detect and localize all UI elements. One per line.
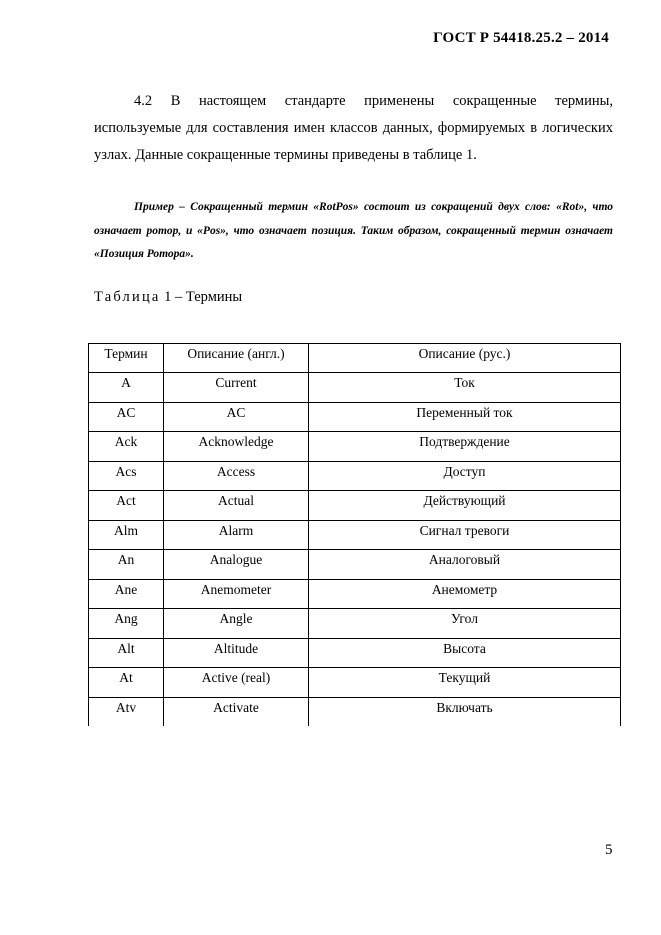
cell-term: Alt <box>89 638 164 668</box>
cell-term: Ack <box>89 432 164 462</box>
table-header-row <box>89 344 621 373</box>
cell-desc-en: Altitude <box>164 638 309 668</box>
table-row <box>89 697 621 726</box>
table-row <box>89 609 621 639</box>
section-paragraph: 4.2 В настоящем стандарте применены сокращенные термины, используемые для составления имен классов данных, формируемых в логических узлах. Данные сокращенные термины приведены в таблице 1. <box>94 93 613 163</box>
table-row <box>89 579 621 609</box>
cell-desc-ru: Подтверждение <box>309 432 621 462</box>
table-row <box>89 432 621 462</box>
table-row <box>89 461 621 491</box>
cell-desc-en: Access <box>164 461 309 491</box>
table-row <box>89 668 621 698</box>
cell-desc-en: Active (real) <box>164 668 309 698</box>
cell-desc-ru: Текущий <box>309 668 621 698</box>
header-desc-en: Описание (англ.) <box>164 344 309 373</box>
table-row <box>89 550 621 580</box>
cell-term: Ane <box>89 579 164 609</box>
table-caption-title: 1 – Термины <box>160 289 243 305</box>
cell-desc-en: Actual <box>164 491 309 521</box>
cell-desc-en: Current <box>164 373 309 403</box>
cell-desc-ru: Сигнал тревоги <box>309 520 621 550</box>
cell-term: At <box>89 668 164 698</box>
table-row <box>89 491 621 521</box>
cell-term: Act <box>89 491 164 521</box>
cell-term: Ang <box>89 609 164 639</box>
cell-desc-en: Acknowledge <box>164 432 309 462</box>
cell-desc-en: AC <box>164 402 309 432</box>
cell-desc-ru: Анемометр <box>309 579 621 609</box>
example-note: Пример – Сокращенный термин «RotPos» состоит из сокращений двух слов: «Rot», что означает ротор, и «Pos», что означает позиция. Таким образом, сокращенный термин означает «Позиция Ротора». <box>94 201 613 260</box>
cell-desc-ru: Ток <box>309 373 621 403</box>
cell-desc-ru: Действующий <box>309 491 621 521</box>
cell-desc-ru: Угол <box>309 609 621 639</box>
cell-term: Alm <box>89 520 164 550</box>
terms-table <box>88 343 621 726</box>
cell-term: Acs <box>89 461 164 491</box>
table-caption-label: Таблица <box>94 289 161 305</box>
cell-term: A <box>89 373 164 403</box>
table-row <box>89 402 621 432</box>
cell-desc-ru: Доступ <box>309 461 621 491</box>
cell-desc-ru: Высота <box>309 638 621 668</box>
table-caption <box>94 289 242 306</box>
page-number: 5 <box>605 842 613 858</box>
table-row <box>89 373 621 403</box>
cell-term: Atv <box>89 697 164 726</box>
document-header: ГОСТ Р 54418.25.2 – 2014 <box>433 30 609 46</box>
table-row <box>89 638 621 668</box>
cell-desc-ru: Включать <box>309 697 621 726</box>
header-term: Термин <box>89 344 164 373</box>
table-row <box>89 520 621 550</box>
cell-term: AC <box>89 402 164 432</box>
header-desc-ru: Описание (рус.) <box>309 344 621 373</box>
cell-term: An <box>89 550 164 580</box>
cell-desc-en: Anemometer <box>164 579 309 609</box>
cell-desc-ru: Переменный ток <box>309 402 621 432</box>
cell-desc-en: Analogue <box>164 550 309 580</box>
cell-desc-en: Activate <box>164 697 309 726</box>
cell-desc-en: Alarm <box>164 520 309 550</box>
cell-desc-ru: Аналоговый <box>309 550 621 580</box>
cell-desc-en: Angle <box>164 609 309 639</box>
